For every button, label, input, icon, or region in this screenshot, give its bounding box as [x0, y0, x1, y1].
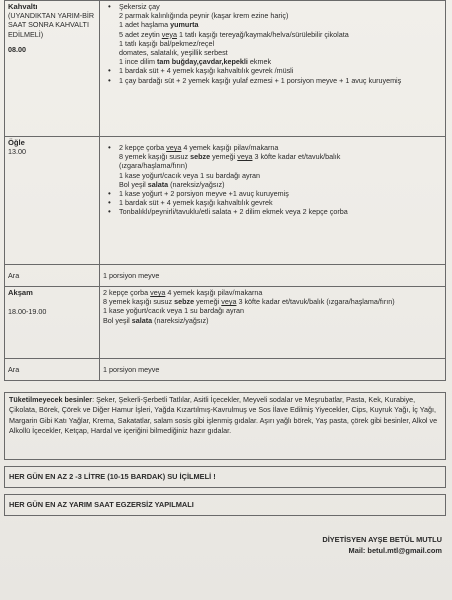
- label-aksam: [5, 287, 100, 359]
- label-kahvalti: [5, 1, 100, 137]
- list-item: Bol yeşil salata (nareksiz/yağsız): [119, 179, 225, 189]
- row-ara-1: [5, 265, 446, 287]
- list-item: 1 adet haşlama yumurta: [119, 20, 199, 30]
- list-item: 1 ince dilim tam buğday,çavdar,kepekli ekmek: [119, 57, 272, 67]
- notes-section: [4, 392, 446, 516]
- dinner-line: 8 yemek kaşığı susuz sebze yemeği veya 3 köfte kadar et/tavuk/balık (ızgara/haşlama/fırın): [103, 297, 395, 307]
- snack-text-2: 1 porsiyon meyve: [103, 364, 160, 374]
- meal-time-kahvalti: 08.00: [8, 44, 26, 54]
- content-kahvalti: [100, 1, 446, 137]
- list-item: 1 tatlı kaşığı bal/pekmez/reçel: [119, 38, 215, 48]
- meal-name-kahvalti: Kahvaltı: [8, 2, 38, 11]
- list-item: 2 parmak kalınlığında peynir (kaşar krem ezine hariç): [119, 11, 289, 21]
- list-item: • 1 bardak süt + 4 yemek kaşığı kahvaltılık gevrek /müsli: [119, 66, 442, 75]
- avoid-title: Tüketilmeyecek besinler: [9, 395, 93, 404]
- label-ara-1: [5, 265, 100, 287]
- dinner-line: Bol yeşil salata (nareksiz/yağsız): [103, 315, 209, 325]
- water-notice: HER GÜN EN AZ 2 -3 LİTRE (10-15 BARDAK) SU İÇİLMELİ !: [4, 466, 446, 488]
- snack-text-1: 1 porsiyon meyve: [103, 270, 160, 280]
- dinner-line: 1 kase yoğurt/cacık veya 1 su bardağı ayran: [103, 306, 245, 316]
- content-ara-2: [100, 359, 446, 381]
- label-ara-2: [5, 359, 100, 381]
- list-item: • Tonbalıklı/peynirli/tavuklu/etli salata + 2 dilim ekmek veya 2 kepçe çorba: [119, 207, 442, 216]
- meal-note-kahvalti: (UYANDIKTAN YARIM-BİR SAAT SONRA KAHVALTI EDİLMELİ): [8, 11, 95, 39]
- row-kahvalti: [5, 1, 446, 137]
- dietitian-name: DİYETİSYEN AYŞE BETÜL MUTLU: [322, 535, 442, 544]
- content-aksam: [100, 287, 446, 359]
- list-item: 5 adet zeytin veya 1 tatlı kaşığı tereyağ/kaymak/helva/sürülebilir çikolata: [119, 29, 349, 39]
- meal-time-ogle: 13.00: [8, 147, 26, 157]
- content-ogle: [100, 137, 446, 265]
- list-item: domates, salatalık, yeşillik serbest: [119, 48, 228, 58]
- list-item: • Şekersiz çay: [119, 2, 442, 11]
- meal-time-aksam: 18.00-19.00: [8, 307, 47, 317]
- exercise-notice: HER GÜN EN AZ YARIM SAAT EGZERSİZ YAPILMALI: [4, 494, 446, 516]
- avoid-foods-box: [4, 392, 446, 460]
- meal-name-aksam: Akşam: [8, 288, 33, 297]
- list-item: 1 kase yoğurt/cacık veya 1 su bardağı ayran: [119, 170, 261, 180]
- list-item: 8 yemek kaşığı susuz sebze yemeği veya 3 köfte kadar et/tavuk/balık: [119, 152, 341, 162]
- meal-name-ara-1: Ara: [8, 270, 20, 280]
- row-aksam: [5, 287, 446, 359]
- list-item: • 2 kepçe çorba veya 4 yemek kaşığı pilav/makarna: [119, 143, 442, 152]
- meal-name-ara-2: Ara: [8, 364, 20, 374]
- avoid-text: : Şeker, Şekerli-Şerbetli Tatlılar, Asitli İçecekler, Meyveli sodalar ve Meşrubatlar, Pasta, Kek, Kurabiye, Çikolata, Börek, Çörek ve Diğer Hamur İşleri, Yağda Kızartılmış-Kavrulmuş ve Sos İlave Edilmiş Yiyecekler, Cips, Kuyruk Yağı, İç Yağı, Margarin Gibi Katı Yağlar, Krema, Sakatatlar, salam sosis gibi işlenmiş gıdalar. Aşırı yağlı börek, Yaş pasta, çörek gibi besinler, Alkol ve Alkollü İçecekler, Ketçap, Hardal ve içeriğini bilmediğiniz hazır gıdalar.: [9, 395, 438, 436]
- list-item: • 1 çay bardağı süt + 2 yemek kaşığı yulaf ezmesi + 1 porsiyon meyve + 1 avuç kuruyemiş: [119, 76, 442, 85]
- meal-plan-table: [4, 0, 446, 381]
- meal-name-ogle: Öğle: [8, 138, 25, 147]
- row-ogle: [5, 137, 446, 265]
- row-ara-2: [5, 359, 446, 381]
- list-item: • 1 kase yoğurt + 2 porsiyon meyve +1 avuç kuruyemiş: [119, 189, 442, 198]
- signature-block: [322, 534, 442, 556]
- label-ogle: [5, 137, 100, 265]
- content-ara-1: [100, 265, 446, 287]
- dinner-line: 2 kepçe çorba veya 4 yemek kaşığı pilav/makarna: [103, 288, 263, 297]
- list-item: (ızgara/haşlama/fırın): [119, 161, 188, 171]
- list-item: • 1 bardak süt + 4 yemek kaşığı kahvaltılık gevrek: [119, 198, 442, 207]
- dietitian-mail: Mail: betul.mtl@gmail.com: [348, 546, 442, 555]
